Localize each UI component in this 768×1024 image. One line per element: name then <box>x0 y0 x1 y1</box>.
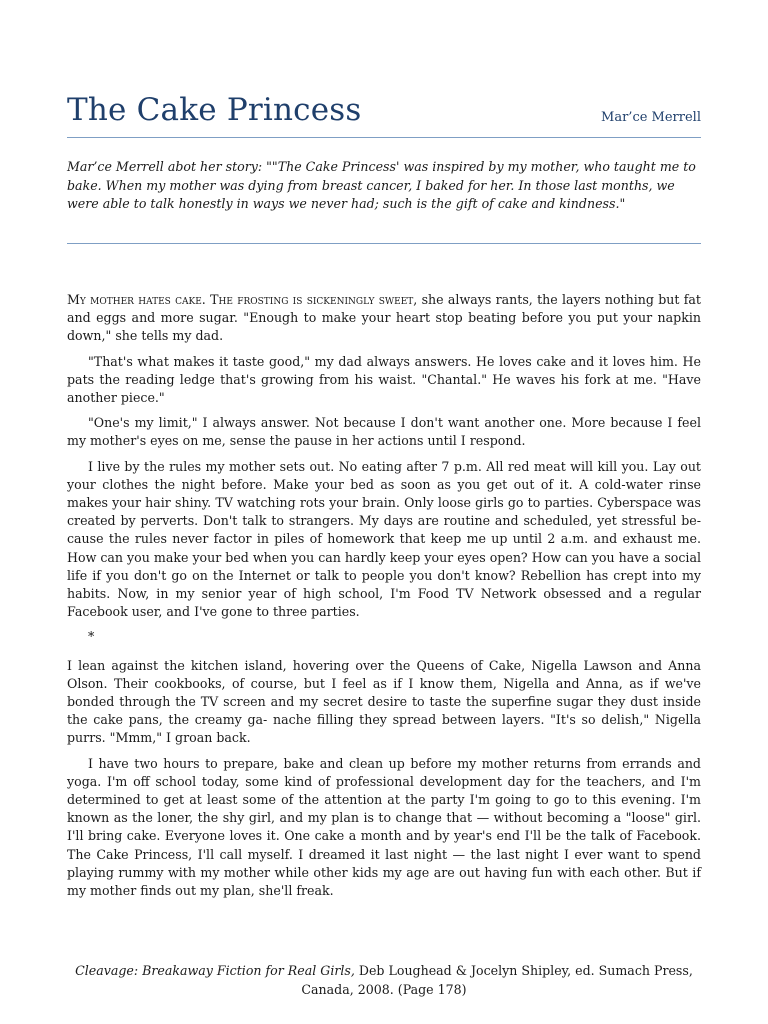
source-citation <box>67 962 701 999</box>
title-header <box>67 92 701 138</box>
scene-break: * <box>88 629 95 645</box>
paragraph-lead: My mother hates cake. The frosting is sickeningly sweet <box>67 292 414 307</box>
paragraph: "That's what makes it taste good," my dad always answers. He loves cake and it loves him. He pats the reading ledge that's growing from his waist. "Chantal." He waves his fork at me. "Have another piece." <box>67 353 701 406</box>
paragraph-text: , she always rants, the layers nothing but fat and eggs and more sugar. "Enough to make your heart stop beating before you put your napkin down," she tells my dad. <box>67 292 701 344</box>
paragraph: I lean against the kitchen island, hovering over the Queens of Cake, Nigella Lawson and Anna Olson. Their cookbooks, of course, but I feel as if I know them, Nigella and Anna, as if we've bonded through the TV screen and my secret desire to taste the superfine sugar they dust inside the cake pans, the creamy ga- nache filling they spread between layers. "It's so delish," Nigella purrs. "Mmm," I groan back. <box>67 657 701 746</box>
story-title: The Cake Princess <box>67 92 362 128</box>
paragraph: I have two hours to prepare, bake and clean up before my mother returns from errands and yoga. I'm off school today, some kind of professional development day for the teachers, and I'm determined to get at least some of the attention at the party I'm going to go to this evening. I'm known as the loner, the shy girl, and my plan is to change that — without becoming a "loose" girl. I'll bring cake. Everyone loves it. One cake a month and by year's end I'll be the talk of Facebook. The Cake Princess, I'll call myself. I dreamed it last night — the last night I ever want to spend playing rummy with my mother while other kids my age are out having fun with each other. But if my mother finds out my plan, she'll freak. <box>67 755 701 899</box>
section-divider <box>67 243 701 244</box>
book-title: Cleavage: Breakaway Fiction for Real Girls, <box>75 963 355 978</box>
citation-details: Deb Loughead & Jocelyn Shipley, ed. Sumach Press, Canada, 2008. (Page 178) <box>301 963 693 997</box>
author-intro: Mar’ce Merrell abot her story: ""The Cake Princess' was inspired by my mother, who taught me to bake. When my mother was dying from breast cancer, I baked for her. In those last months, we were able to talk honestly in ways we never had; such is the gift of cake and kindness." <box>67 159 696 211</box>
story-body <box>67 291 701 907</box>
paragraph: I live by the rules my mother sets out. No eating after 7 p.m. All red meat will kill you. Lay out your clothes the night before. Make your bed as soon as you get out of it. A cold-water rinse makes your hair shiny. TV watching rots your brain. Only loose girls go to parties. Cyberspace was created by perverts. Don't talk to strangers. My days are routine and scheduled, yet stressful be- cause the rules never factor in piles of homework that keep me up until 2 a.m. and exhaust me. How can you make your bed when you can hardly keep your eyes open? How can you have a social life if you don't go on the Internet or talk to people you don't know? Rebellion has crept into my habits. Now, in my senior year of high school, I'm Food TV Network obsessed and a regular Facebook user, and I've gone to three parties. <box>67 458 701 620</box>
paragraph: "One's my limit," I always answer. Not because I don't want another one. More because I feel my mother's eyes on me, sense the pause in her actions until I respond. <box>67 415 701 449</box>
author-name: Mar’ce Merrell <box>601 110 701 125</box>
paragraph <box>67 291 701 346</box>
